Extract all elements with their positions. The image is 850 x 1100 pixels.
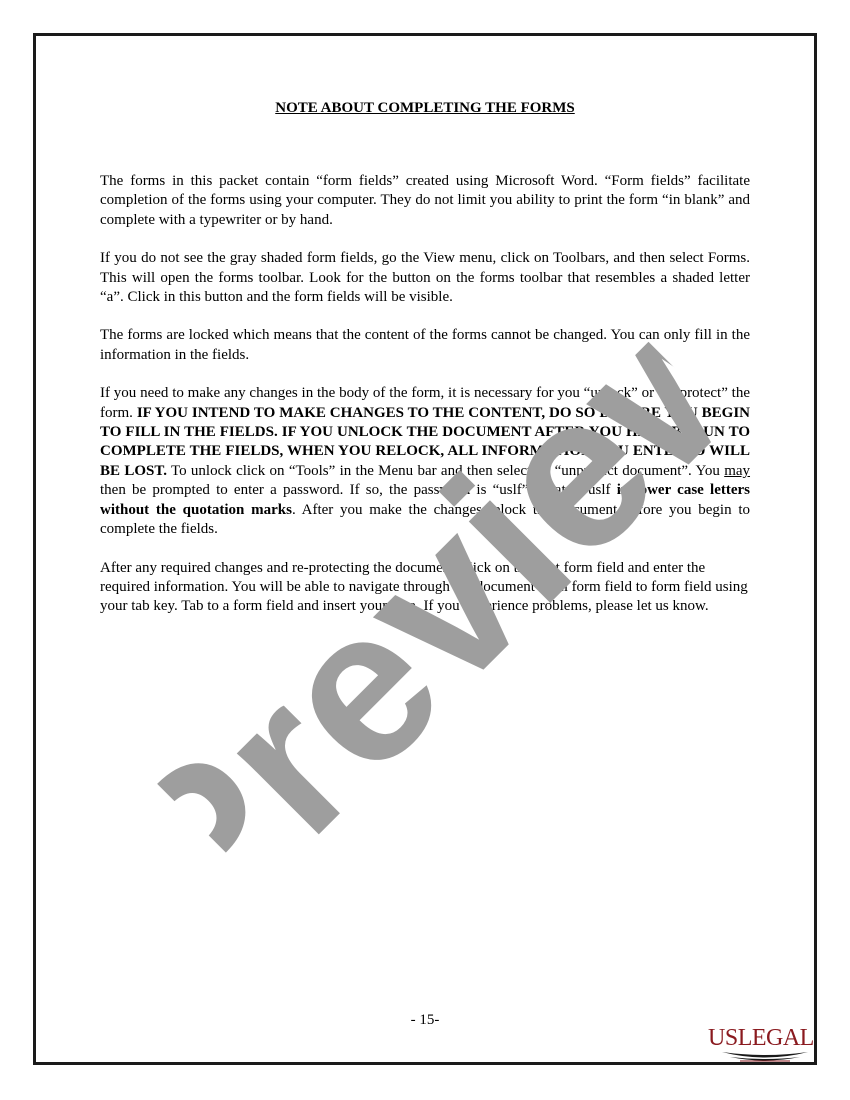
paragraph-1: The forms in this packet contain “form fields” created using Microsoft Word. “Form fields” facilitate completion of the forms using your computer. They do not limit you ability to print the form “in blank” and complete with a typewriter or by hand. [100,173,750,228]
uslegal-logo [708,1025,823,1065]
logo-wing-icon [720,1049,810,1063]
paragraph-4 [100,384,750,539]
paragraph-4-unlock-text: To unlock click on “Tools” in the Menu bar and then selecting “unprotect document”. You [166,462,725,479]
document-body [100,172,750,636]
paragraph-5: After any required changes and re-protecting the document, click on the first form field and enter the required information. You will be able to navigate through the document from form field to form field using your tab key. Tab to a form field and insert your data. If you experience problems, please let us know. [100,559,748,615]
watermark-text: Preview [121,281,759,919]
paragraph-4-password-text: then be prompted to enter a password. If so, the password is “uslf”. That is uslf [100,482,617,499]
paragraph-4-closing: . After you make the changes relock the document before you begin to complete the fields. [100,501,750,538]
paragraph-4-warning: IF YOU INTEND TO MAKE CHANGES TO THE CONTENT, DO SO BEFORE YOU BEGIN TO FILL IN THE FIELDS. IF YOU UNLOCK THE DOCUMENT AFTER YOU HAVE BEGUN TO COMPLETE THE FIELDS, WHEN YOU RELOCK, ALL INFORMATION YOU ENTERED WILL BE LOST. [100,404,750,479]
paragraph-2: If you do not see the gray shaded form fields, go the View menu, click on Toolbars, and then select Forms. This will open the forms toolbar. Look for the button on the forms toolbar that resembles a shaded letter “a”. Click in this button and the form fields will be visible. [100,250,750,306]
paragraph-4-lowercase-note: in lower case letters without the quotation marks [100,482,750,518]
paragraph-3: The forms are locked which means that the content of the forms cannot be changed. You can only fill in the information in the fields. [100,327,750,363]
page-number: - 15- [410,1012,440,1028]
page-title: NOTE ABOUT COMPLETING THE FORMS [275,100,575,116]
logo-us: US [708,1025,738,1051]
paragraph-4-may: may [724,462,751,479]
paragraph-4-intro: If you need to make any changes in the body of the form, it is necessary for you “unlock” or “unprotect” the form. [100,385,750,421]
logo-legal: LEGAL [737,1025,814,1051]
